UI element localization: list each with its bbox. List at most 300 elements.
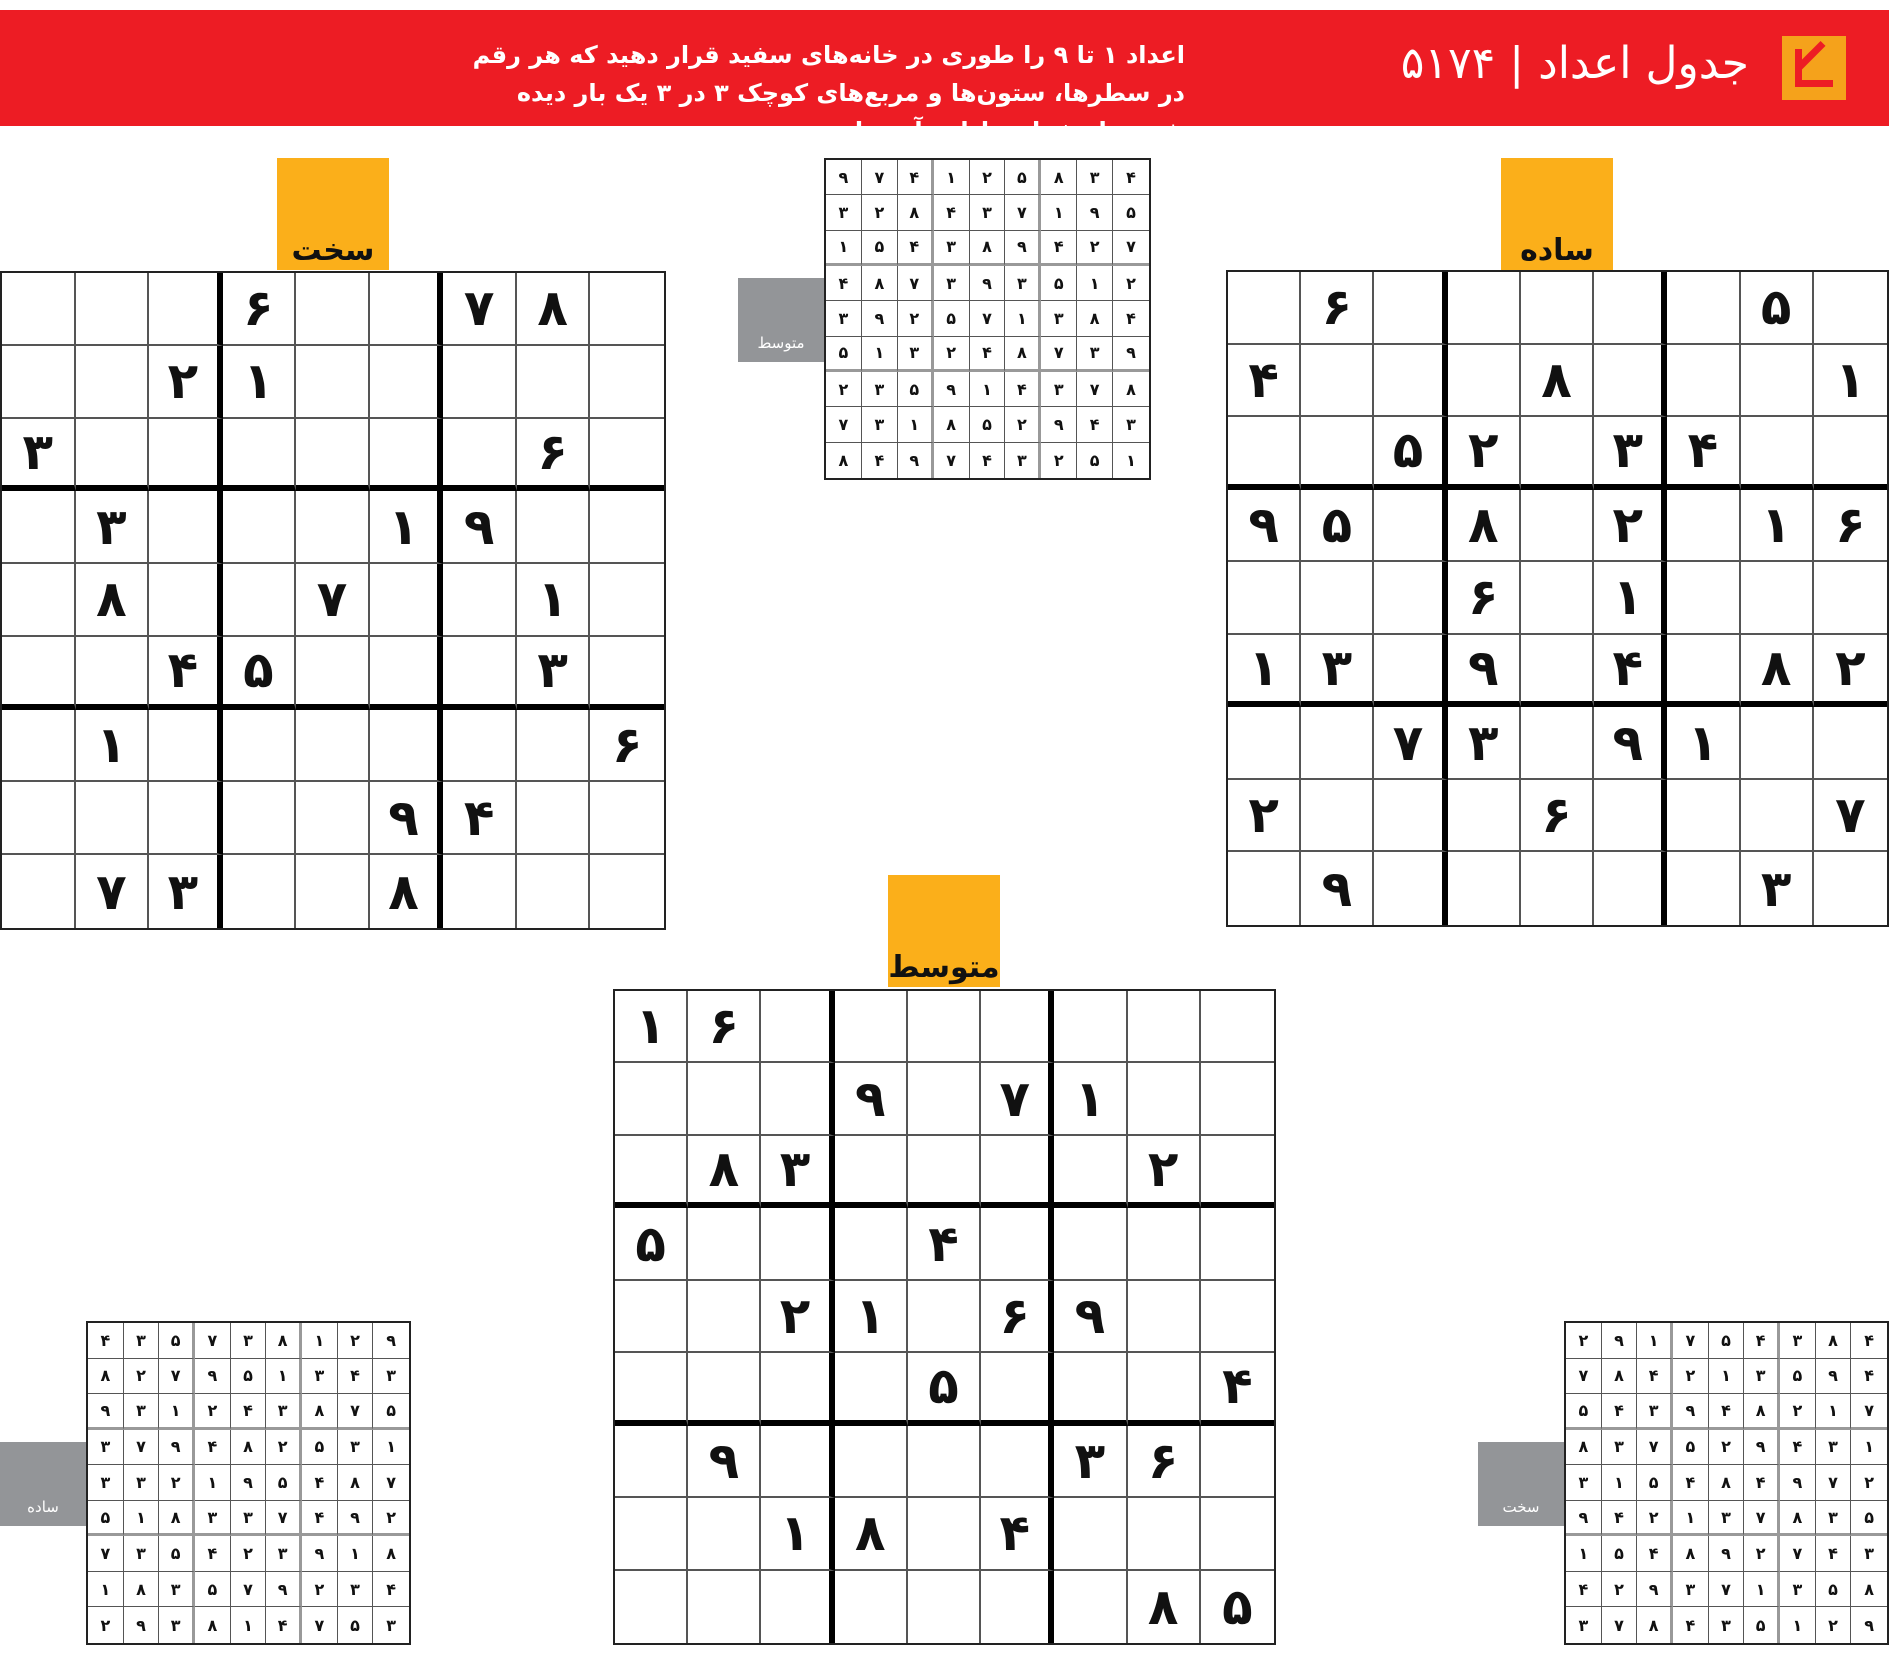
grid-cell: ۳ [1744,1359,1780,1395]
grid-cell: ۷ [970,301,1006,336]
grid-cell: ۷ [373,1465,409,1501]
grid-cell: ۳ [338,1430,374,1466]
grid-cell [2,855,76,928]
grid-cell [1521,417,1594,490]
grid-cell: ۲ [761,1281,834,1353]
grid-cell [835,991,908,1063]
grid-cell: ۸ [1744,1394,1780,1430]
grid-cell: ۸ [517,273,591,346]
grid-cell: ۵ [231,1359,267,1395]
grid-cell: ۲ [1780,1394,1816,1430]
grid-cell [908,1136,981,1208]
grid-cell [908,991,981,1063]
grid-cell [835,1136,908,1208]
grid-cell [1128,1353,1201,1425]
grid-cell [1054,1498,1127,1570]
grid-cell: ۴ [908,1208,981,1280]
grid-cell: ۹ [1113,337,1149,372]
grid-cell [1814,562,1887,635]
grid-cell: ۶ [590,710,664,783]
grid-cell: ۲ [302,1572,338,1608]
grid-cell [908,1498,981,1570]
grid-cell: ۲ [826,372,862,407]
grid-cell: ۳ [934,266,970,301]
grid-cell: ۴ [826,266,862,301]
grid-cell: ۵ [302,1430,338,1466]
medium-puzzle-label: متوسط [888,875,1000,987]
grid-cell: ۴ [1602,1501,1638,1537]
grid-cell: ۸ [1709,1465,1745,1501]
grid-cell [981,991,1054,1063]
grid-cell [1054,991,1127,1063]
grid-cell: ۱ [761,1498,834,1570]
grid-cell: ۳ [898,337,934,372]
grid-cell [615,1571,688,1643]
grid-cell: ۳ [231,1501,267,1537]
grid-cell: ۳ [1113,407,1149,442]
grid-cell [76,637,150,710]
grid-cell: ۹ [1637,1572,1673,1608]
medium-solution-label: متوسط [738,278,824,362]
grid-cell: ۱ [898,407,934,442]
grid-cell: ۱ [1744,1572,1780,1608]
grid-cell: ۲ [1594,490,1667,563]
grid-cell: ۱ [1594,562,1667,635]
grid-cell: ۷ [1780,1536,1816,1572]
grid-cell: ۴ [1667,417,1740,490]
grid-cell: ۴ [934,195,970,230]
grid-cell: ۴ [970,443,1006,478]
grid-cell: ۲ [934,337,970,372]
grid-cell [443,419,517,492]
grid-cell: ۱ [266,1359,302,1395]
grid-cell: ۳ [1005,443,1041,478]
grid-cell: ۱ [826,231,862,266]
grid-cell: ۴ [1228,345,1301,418]
grid-cell [688,1281,761,1353]
grid-cell [590,782,664,855]
grid-cell: ۸ [88,1359,124,1395]
grid-cell [1201,1281,1274,1353]
grid-cell: ۸ [1077,301,1113,336]
grid-cell: ۳ [1041,372,1077,407]
grid-cell: ۵ [1602,1536,1638,1572]
grid-cell: ۸ [1673,1536,1709,1572]
grid-cell [761,1208,834,1280]
grid-cell: ۴ [443,782,517,855]
grid-cell: ۴ [149,637,223,710]
grid-cell: ۵ [88,1501,124,1537]
grid-cell: ۳ [934,231,970,266]
grid-cell: ۸ [195,1607,231,1643]
grid-cell: ۲ [231,1536,267,1572]
grid-cell: ۸ [826,443,862,478]
grid-cell: ۸ [1521,345,1594,418]
grid-cell: ۴ [195,1536,231,1572]
grid-cell: ۹ [826,160,862,195]
grid-cell [2,346,76,419]
grid-cell [149,710,223,783]
grid-cell: ۷ [266,1501,302,1537]
grid-cell: ۳ [88,1430,124,1466]
grid-cell: ۷ [1637,1430,1673,1466]
easy-solution-label: ساده [0,1442,86,1526]
grid-cell [1374,780,1447,853]
grid-cell: ۱ [1709,1359,1745,1395]
grid-cell [443,855,517,928]
grid-cell: ۲ [1128,1136,1201,1208]
grid-cell: ۴ [231,1394,267,1430]
grid-cell: ۵ [1374,417,1447,490]
grid-cell [1128,1498,1201,1570]
grid-cell: ۱ [1054,1063,1127,1135]
grid-cell [1667,852,1740,925]
grid-cell: ۱ [76,710,150,783]
grid-cell [1521,852,1594,925]
grid-cell: ۱ [1814,345,1887,418]
grid-cell: ۳ [517,637,591,710]
grid-cell [761,1353,834,1425]
grid-cell: ۵ [934,301,970,336]
grid-cell [1228,707,1301,780]
grid-cell: ۶ [1128,1426,1201,1498]
grid-cell: ۴ [1077,407,1113,442]
grid-cell: ۱ [1228,635,1301,708]
grid-cell: ۴ [1113,160,1149,195]
grid-cell: ۲ [1448,417,1521,490]
grid-cell: ۸ [124,1572,160,1608]
grid-cell: ۴ [1744,1323,1780,1359]
grid-cell: ۹ [1602,1323,1638,1359]
grid-cell [223,710,297,783]
grid-cell [1228,272,1301,345]
grid-cell: ۷ [124,1430,160,1466]
grid-cell: ۴ [1566,1572,1602,1608]
grid-cell [1814,272,1887,345]
grid-cell: ۶ [1448,562,1521,635]
grid-cell: ۴ [1637,1359,1673,1395]
easy-puzzle-label: ساده [1501,158,1613,270]
grid-cell [1521,562,1594,635]
grid-cell: ۲ [1602,1572,1638,1608]
grid-cell [1201,1426,1274,1498]
grid-cell: ۵ [195,1572,231,1608]
grid-cell: ۲ [1566,1323,1602,1359]
grid-cell: ۸ [688,1136,761,1208]
grid-cell [1201,1208,1274,1280]
grid-cell: ۵ [1851,1501,1887,1537]
grid-cell [443,564,517,637]
grid-cell: ۱ [1041,195,1077,230]
grid-cell: ۱ [615,991,688,1063]
grid-cell: ۷ [1041,337,1077,372]
grid-cell [688,1208,761,1280]
grid-cell: ۳ [1741,852,1814,925]
grid-cell: ۸ [898,195,934,230]
grid-cell [1521,707,1594,780]
easy-solution-grid [86,1321,411,1645]
grid-cell: ۲ [1228,780,1301,853]
grid-cell: ۱ [1005,301,1041,336]
grid-cell: ۴ [1744,1465,1780,1501]
grid-cell [1054,1571,1127,1643]
grid-cell: ۸ [338,1465,374,1501]
grid-cell: ۴ [898,231,934,266]
grid-cell: ۶ [981,1281,1054,1353]
grid-cell: ۵ [223,637,297,710]
grid-cell: ۱ [1780,1607,1816,1643]
grid-cell: ۵ [970,407,1006,442]
grid-cell: ۱ [835,1281,908,1353]
grid-cell: ۴ [1816,1536,1852,1572]
grid-cell [1374,272,1447,345]
grid-cell: ۹ [231,1465,267,1501]
grid-cell: ۹ [1077,195,1113,230]
grid-cell: ۱ [88,1572,124,1608]
grid-cell [1667,562,1740,635]
grid-cell [296,273,370,346]
grid-cell [223,564,297,637]
grid-cell [76,346,150,419]
grid-cell [296,491,370,564]
grid-cell: ۸ [1448,490,1521,563]
grid-cell: ۴ [1594,635,1667,708]
medium-puzzle-grid [613,989,1276,1645]
grid-cell [835,1571,908,1643]
grid-cell: ۱ [934,160,970,195]
grid-cell [1301,562,1374,635]
grid-cell: ۵ [1566,1394,1602,1430]
grid-cell [370,710,444,783]
grid-cell: ۷ [88,1536,124,1572]
grid-cell: ۷ [302,1607,338,1643]
grid-cell: ۲ [1814,635,1887,708]
grid-cell: ۲ [1077,231,1113,266]
grid-cell: ۲ [1709,1430,1745,1466]
grid-cell [1667,490,1740,563]
grid-cell: ۱ [1741,490,1814,563]
grid-cell: ۹ [159,1430,195,1466]
grid-cell: ۲ [373,1501,409,1537]
grid-cell [517,782,591,855]
grid-cell: ۷ [1744,1501,1780,1537]
grid-cell: ۸ [1637,1607,1673,1643]
grid-cell: ۸ [76,564,150,637]
grid-cell: ۹ [443,491,517,564]
grid-cell [296,855,370,928]
grid-cell [1594,272,1667,345]
grid-cell: ۸ [862,266,898,301]
grid-cell [1301,417,1374,490]
grid-cell [1667,635,1740,708]
grid-cell [296,419,370,492]
grid-cell [2,491,76,564]
grid-cell: ۵ [1005,160,1041,195]
grid-cell [1521,490,1594,563]
grid-cell: ۴ [302,1465,338,1501]
easy-puzzle-grid [1226,270,1889,927]
grid-cell [981,1426,1054,1498]
grid-cell: ۷ [1374,707,1447,780]
grid-cell: ۸ [835,1498,908,1570]
grid-cell: ۵ [1780,1359,1816,1395]
grid-cell: ۹ [1744,1430,1780,1466]
grid-cell [1741,707,1814,780]
grid-cell [1594,780,1667,853]
grid-cell [908,1571,981,1643]
grid-cell [1521,272,1594,345]
grid-cell: ۹ [1594,707,1667,780]
grid-cell: ۹ [1673,1394,1709,1430]
grid-cell: ۲ [1005,407,1041,442]
grid-cell: ۲ [1673,1359,1709,1395]
grid-cell: ۳ [2,419,76,492]
grid-cell [223,782,297,855]
grid-cell: ۳ [1816,1430,1852,1466]
grid-cell [1374,635,1447,708]
grid-cell: ۹ [898,443,934,478]
grid-cell: ۸ [970,231,1006,266]
grid-cell: ۷ [1709,1572,1745,1608]
grid-cell: ۷ [338,1394,374,1430]
grid-cell [981,1208,1054,1280]
grid-cell [1374,562,1447,635]
grid-cell [615,1063,688,1135]
grid-cell: ۴ [1673,1607,1709,1643]
grid-cell: ۲ [338,1323,374,1359]
grid-cell: ۷ [1005,195,1041,230]
grid-cell: ۹ [934,372,970,407]
grid-cell: ۳ [1637,1394,1673,1430]
grid-cell: ۲ [1113,266,1149,301]
grid-cell: ۱ [373,1430,409,1466]
grid-cell [296,637,370,710]
grid-cell: ۸ [1602,1359,1638,1395]
puzzle-instructions: اعداد ۱ تا ۹ را طوری در خانه‌های سفید قرار دهید که هر رقم در سطرها، ستون‌ها و مربع‌های کوچک ۳ در ۳ یک بار دیده شود. پاسخ‌ها در ادامه آمده است. [472,41,1185,145]
grid-cell: ۸ [934,407,970,442]
grid-cell: ۳ [159,1607,195,1643]
grid-cell [761,1063,834,1135]
grid-cell [1594,345,1667,418]
grid-cell: ۶ [223,273,297,346]
grid-cell: ۴ [1005,372,1041,407]
grid-cell [443,346,517,419]
grid-cell: ۲ [88,1607,124,1643]
grid-cell [370,346,444,419]
grid-cell [1054,1136,1127,1208]
hard-puzzle-label: سخت [277,158,389,270]
grid-cell [517,491,591,564]
grid-cell [1667,780,1740,853]
grid-cell [908,1426,981,1498]
grid-cell [1054,1208,1127,1280]
grid-cell [835,1426,908,1498]
grid-cell: ۱ [1816,1394,1852,1430]
grid-cell: ۴ [195,1430,231,1466]
grid-cell: ۹ [1005,231,1041,266]
hard-solution-label: سخت [1478,1442,1564,1526]
grid-cell [615,1426,688,1498]
grid-cell: ۱ [1667,707,1740,780]
grid-cell: ۵ [1744,1607,1780,1643]
grid-cell: ۹ [862,301,898,336]
grid-cell: ۷ [296,564,370,637]
grid-cell [1741,562,1814,635]
grid-cell [296,346,370,419]
grid-cell [761,991,834,1063]
grid-cell: ۹ [88,1394,124,1430]
grid-cell: ۷ [862,160,898,195]
grid-cell: ۱ [1566,1536,1602,1572]
grid-cell: ۲ [970,160,1006,195]
grid-cell: ۹ [1448,635,1521,708]
grid-cell: ۶ [1301,272,1374,345]
grid-cell: ۳ [386,1615,397,1635]
grid-cell: ۷ [443,273,517,346]
grid-cell: ۱ [231,1607,267,1643]
grid-cell [443,637,517,710]
grid-cell: ۵ [1113,195,1149,230]
grid-cell: ۳ [338,1572,374,1608]
grid-cell: ۸ [266,1323,302,1359]
grid-cell: ۳ [1566,1465,1602,1501]
grid-cell: ۳ [826,195,862,230]
grid-cell: ۵ [1077,443,1113,478]
grid-cell [1128,1281,1201,1353]
grid-cell: ۷ [195,1323,231,1359]
grid-cell: ۸ [1041,160,1077,195]
grid-cell: ۵ [1741,272,1814,345]
grid-cell: ۸ [1780,1501,1816,1537]
grid-cell [1201,1498,1274,1570]
grid-cell: ۶ [1814,490,1887,563]
grid-cell: ۱ [124,1501,160,1537]
grid-cell: ۸ [370,855,444,928]
grid-cell: ۲ [195,1394,231,1430]
grid-cell [590,855,664,928]
grid-cell: ۳ [149,855,223,928]
grid-cell: ۷ [231,1572,267,1608]
grid-cell: ۹ [1054,1281,1127,1353]
grid-cell [835,1353,908,1425]
grid-cell [1201,1136,1274,1208]
grid-cell [517,710,591,783]
grid-cell [149,419,223,492]
grid-cell: ۲ [124,1359,160,1395]
grid-cell: ۵ [908,1353,981,1425]
grid-cell: ۹ [1864,1615,1875,1635]
grid-cell: ۵ [1673,1430,1709,1466]
grid-cell [1301,707,1374,780]
grid-cell: ۹ [266,1572,302,1608]
grid-cell: ۴ [1201,1353,1274,1425]
grid-cell: ۱ [1126,450,1136,470]
grid-cell: ۲ [898,301,934,336]
grid-cell [590,273,664,346]
grid-cell [1814,707,1887,780]
grid-cell: ۴ [266,1607,302,1643]
grid-cell: ۳ [266,1536,302,1572]
grid-cell: ۴ [970,337,1006,372]
grid-cell: ۸ [373,1536,409,1572]
page-title: جدول اعداد | ۵۱۷۴ [1400,38,1749,89]
grid-cell: ۳ [124,1465,160,1501]
grid-cell: ۱ [1602,1465,1638,1501]
grid-cell [1741,345,1814,418]
grid-cell [615,1281,688,1353]
grid-cell: ۳ [159,1572,195,1608]
grid-cell [590,564,664,637]
